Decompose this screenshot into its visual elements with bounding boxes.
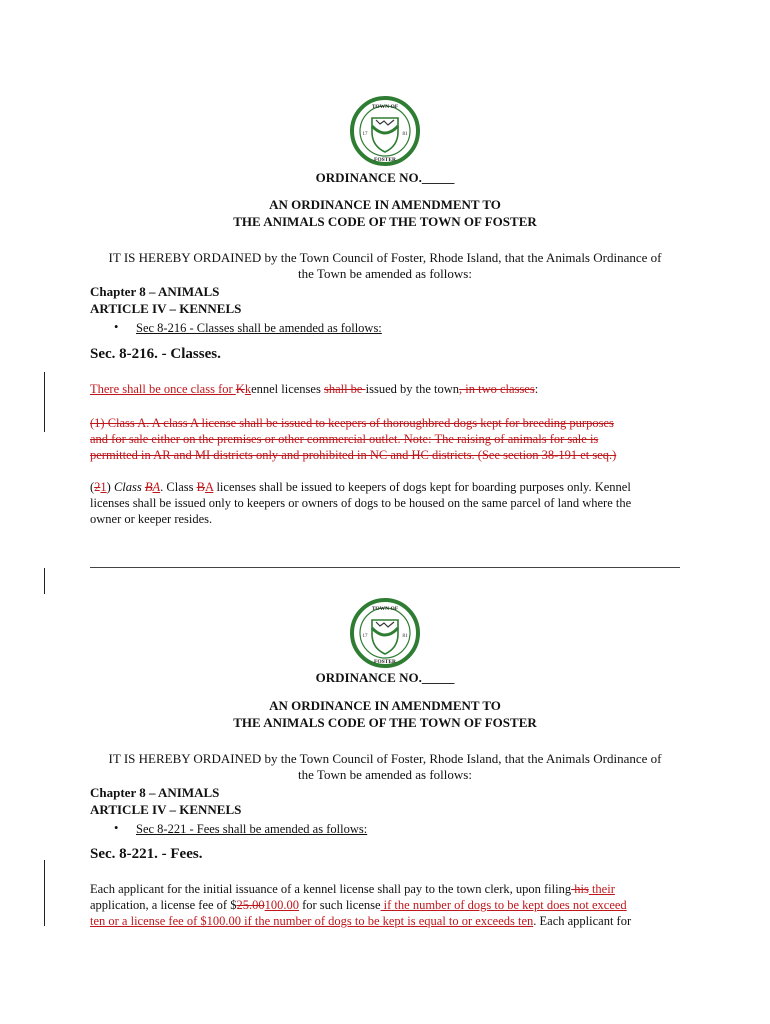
article-heading: ARTICLE IV – KENNELS [90, 802, 242, 817]
chapter-heading: Chapter 8 – ANIMALS [90, 284, 220, 299]
seal-bottom-text: FOSTER [373, 659, 397, 665]
paragraph-fees-line3 [90, 913, 631, 929]
town-seal-logo [350, 96, 420, 166]
ordinance-title-line2: THE ANIMALS CODE OF THE TOWN OF FOSTER [233, 715, 537, 730]
section-heading: Sec. 8-221. - Fees. [90, 846, 203, 862]
section-heading: Sec. 8-216. - Classes. [90, 346, 221, 362]
text: ) [106, 480, 114, 494]
inserted-text: ten or a license fee of $100.00 if the number of dogs to be kept is equal to or exceeds ten [90, 914, 534, 928]
ordinance-title-line1: AN ORDINANCE IN AMENDMENT TO [269, 698, 501, 713]
text: licenses shall be issued to keepers of dogs kept for boarding purposes only. Kennel [213, 480, 631, 494]
deleted-text: B [144, 480, 153, 494]
paragraph-fees-line1 [90, 881, 615, 897]
deleted-class-a-line1: (1) Class A. A class A license shall be issued to keepers of thoroughbred dogs kept for breeding purposes [90, 416, 614, 430]
text: : [534, 382, 539, 396]
paragraph-class-b-line2: licenses shall be issued only to keepers or owners of dogs to be housed on the same parcel of land where the [90, 496, 632, 510]
seal-left-year: 17 [362, 634, 368, 639]
deleted-text: 25.00 [236, 898, 265, 912]
intro-line1: IT IS HEREBY ORDAINED by the Town Council of Foster, Rhode Island, that the Animals Ordinance of [108, 250, 662, 265]
bullet-text: Sec 8-216 - Classes shall be amended as follows: [136, 321, 382, 335]
paragraph-classes-intro [90, 381, 538, 397]
paragraph-class-b-line3: owner or keeper resides. [90, 512, 213, 526]
inserted-text: 100.00 [264, 898, 299, 912]
inserted-text: 1 [100, 480, 107, 494]
town-seal-logo [350, 598, 420, 668]
inserted-text: A [204, 480, 214, 494]
text: ( [90, 480, 95, 494]
text: for such license [298, 898, 381, 912]
inserted-text: their [588, 882, 615, 896]
text: application, a license fee of $ [90, 898, 237, 912]
intro-line2: the Town be amended as follows: [298, 266, 472, 281]
text: Each applicant for the initial issuance of a kennel license shall pay to the town clerk, upon filing [90, 882, 572, 896]
page-divider [90, 567, 680, 568]
inserted-text: A [152, 480, 161, 494]
seal-right-year: 81 [402, 634, 408, 639]
inserted-text: There shall be once class for [90, 382, 236, 396]
inserted-text: if the number of dogs to be kept does not exceed [380, 898, 627, 912]
intro-line1: IT IS HEREBY ORDAINED by the Town Council of Foster, Rhode Island, that the Animals Ordinance of [108, 751, 662, 766]
text: . Class [160, 480, 197, 494]
deleted-text: K [235, 382, 245, 396]
change-bar [44, 860, 45, 926]
ordinance-number: ORDINANCE NO._____ [315, 170, 455, 185]
intro-line2: the Town be amended as follows: [298, 767, 472, 782]
text: . Each applicant for [533, 914, 632, 928]
deleted-class-a-line2: and for sale either on the premises or other commercial outlet. Note: The raising of animals for sale is [90, 432, 599, 446]
text: ennel licenses [251, 382, 324, 396]
inserted-text: k [244, 382, 252, 396]
paragraph-class-b-line1 [90, 479, 631, 495]
deleted-text: , in two classes [459, 382, 535, 396]
bullet-dot-icon: • [114, 821, 119, 835]
seal-left-year: 17 [362, 132, 368, 137]
seal-bottom-text: FOSTER [373, 157, 397, 163]
change-bar [44, 568, 45, 594]
change-bar [44, 372, 45, 432]
deleted-class-a-line3: permitted in AR and MI districts only and prohibited in NC and HC districts. (See section 38-191 et seq.) [90, 448, 617, 462]
seal-top-text: TOWN OF [371, 104, 399, 110]
deleted-text: his [571, 882, 589, 896]
ordinance-title-line1: AN ORDINANCE IN AMENDMENT TO [269, 197, 501, 212]
article-heading: ARTICLE IV – KENNELS [90, 301, 242, 316]
text: issued by the town [365, 382, 460, 396]
seal-right-year: 81 [402, 132, 408, 137]
seal-top-text: TOWN OF [371, 606, 399, 612]
ordinance-number: ORDINANCE NO._____ [315, 670, 455, 685]
deleted-text: shall be [323, 382, 366, 396]
bullet-text: Sec 8-221 - Fees shall be amended as follows: [136, 822, 368, 836]
text: Class [113, 480, 145, 494]
paragraph-fees-line2 [90, 897, 627, 913]
deleted-text: 2 [94, 480, 101, 494]
ordinance-title-line2: THE ANIMALS CODE OF THE TOWN OF FOSTER [233, 214, 537, 229]
deleted-text: B [196, 480, 205, 494]
bullet-dot-icon: • [114, 320, 119, 334]
chapter-heading: Chapter 8 – ANIMALS [90, 785, 220, 800]
